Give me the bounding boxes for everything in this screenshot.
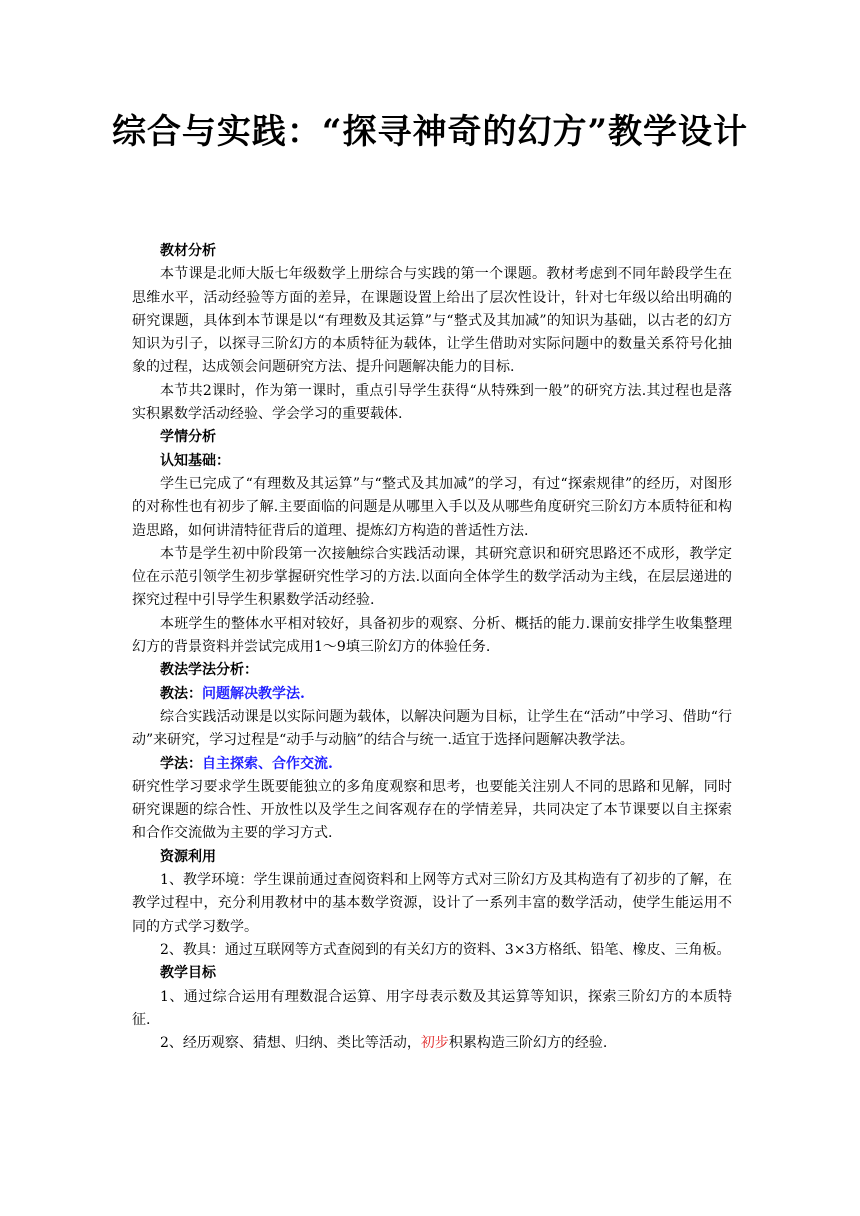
teaching-method-value: 问题解决教学法. <box>202 685 305 702</box>
teaching-method-line <box>132 683 732 706</box>
heading-methods-analysis: 教法学法分析： <box>160 662 258 679</box>
learning-method-line <box>132 753 732 776</box>
paragraph: 本节共2课时，作为第一课时，重点引导学生获得“从特殊到一般”的研究方法.其过程也是落实积累数学活动经验、学会学习的重要载体. <box>132 382 732 423</box>
heading-resources: 资源利用 <box>160 848 216 865</box>
heading-student-analysis: 学情分析 <box>160 429 216 446</box>
goal-2-text: 2、经历观察、猜想、归纳、类比等活动， <box>160 1035 421 1052</box>
goal-2-highlight: 初步 <box>420 1035 449 1052</box>
goal-2-text-end: 积累构造三阶幻方的经验. <box>448 1035 608 1052</box>
teaching-method-label: 教法： <box>160 685 202 702</box>
document-title: 综合与实践：“探寻神奇的幻方”教学设计 <box>111 112 749 152</box>
paragraph: 本节课是北师大版七年级数学上册综合与实践的第一个课题。教材考虑到不同年龄段学生在思维水平，活动经验等方面的差异，在课题设置上给出了层次性设计，针对七年级以给出明确的研究课题，具体到本节课是以“有理数及其运算”与“整式及其加减”的知识为基础，以古老的幻方知识为引子，以探寻三阶幻方的本质特征为载体，让学生借助对实际问题中的数量关系符号化抽象的过程，达成领会问题研究方法、提升问题解决能力的目标. <box>132 266 732 376</box>
learning-method-value: 自主探索、合作交流. <box>202 755 333 772</box>
paragraph: 2、教具：通过互联网等方式查阅到的有关幻方的资料、3×3方格纸、铅笔、橡皮、三角板。 <box>160 941 731 958</box>
paragraph: 本班学生的整体水平相对较好，具备初步的观察、分析、概括的能力.课前安排学生收集整理幻方的背景资料并尝试完成用1～9填三阶幻方的体验任务. <box>132 615 732 656</box>
paragraph: 研究性学习要求学生既要能独立的多角度观察和思考，也要能关注别人不同的思路和见解，同时研究课题的综合性、开放性以及学生之间客观存在的学情差异，共同决定了本节课要以自主探索和合作交流做为主要的学习方式. <box>132 778 732 842</box>
paragraph: 学生已完成了“有理数及其运算”与“整式及其加减”的学习，有过“探索规律”的经历，对图形的对称性也有初步了解.主要面临的问题是从哪里入手以及从哪些角度研究三阶幻方本质特征和构造思路，如何讲清特征背后的道理、提炼幻方构造的普适性方法. <box>132 475 732 539</box>
paragraph: 1、教学环境：学生课前通过查阅资料和上网等方式对三阶幻方及其构造有了初步的了解，在教学过程中，充分利用教材中的基本数学资源，设计了一系列丰富的数学活动，使学生能运用不同的方式学习数学。 <box>132 872 732 935</box>
subheading-cognitive-basis: 认知基础： <box>160 452 230 469</box>
paragraph <box>132 1032 732 1055</box>
heading-textbook-analysis: 教材分析 <box>160 243 216 259</box>
heading-teaching-goals: 教学目标 <box>160 965 216 982</box>
learning-method-label: 学法： <box>160 755 202 772</box>
paragraph: 本节是学生初中阶段第一次接触综合实践活动课，其研究意识和研究思路还不成形，教学定位在示范引领学生初步掌握研究性学习的方法.以面向全体学生的数学活动为主线，在层层递进的探究过程中引导学生积累数学活动经验. <box>132 545 732 609</box>
paragraph: 1、通过综合运用有理数混合运算、用字母表示数及其运算等知识，探索三阶幻方的本质特征. <box>132 988 732 1028</box>
paragraph: 综合实践活动课是以实际问题为载体，以解决问题为目标，让学生在“活动”中学习、借助“行动”来研究，学习过程是“动手与动脑”的结合与统一.适宜于选择问题解决教学法。 <box>132 708 732 749</box>
document-body <box>132 240 732 1055</box>
